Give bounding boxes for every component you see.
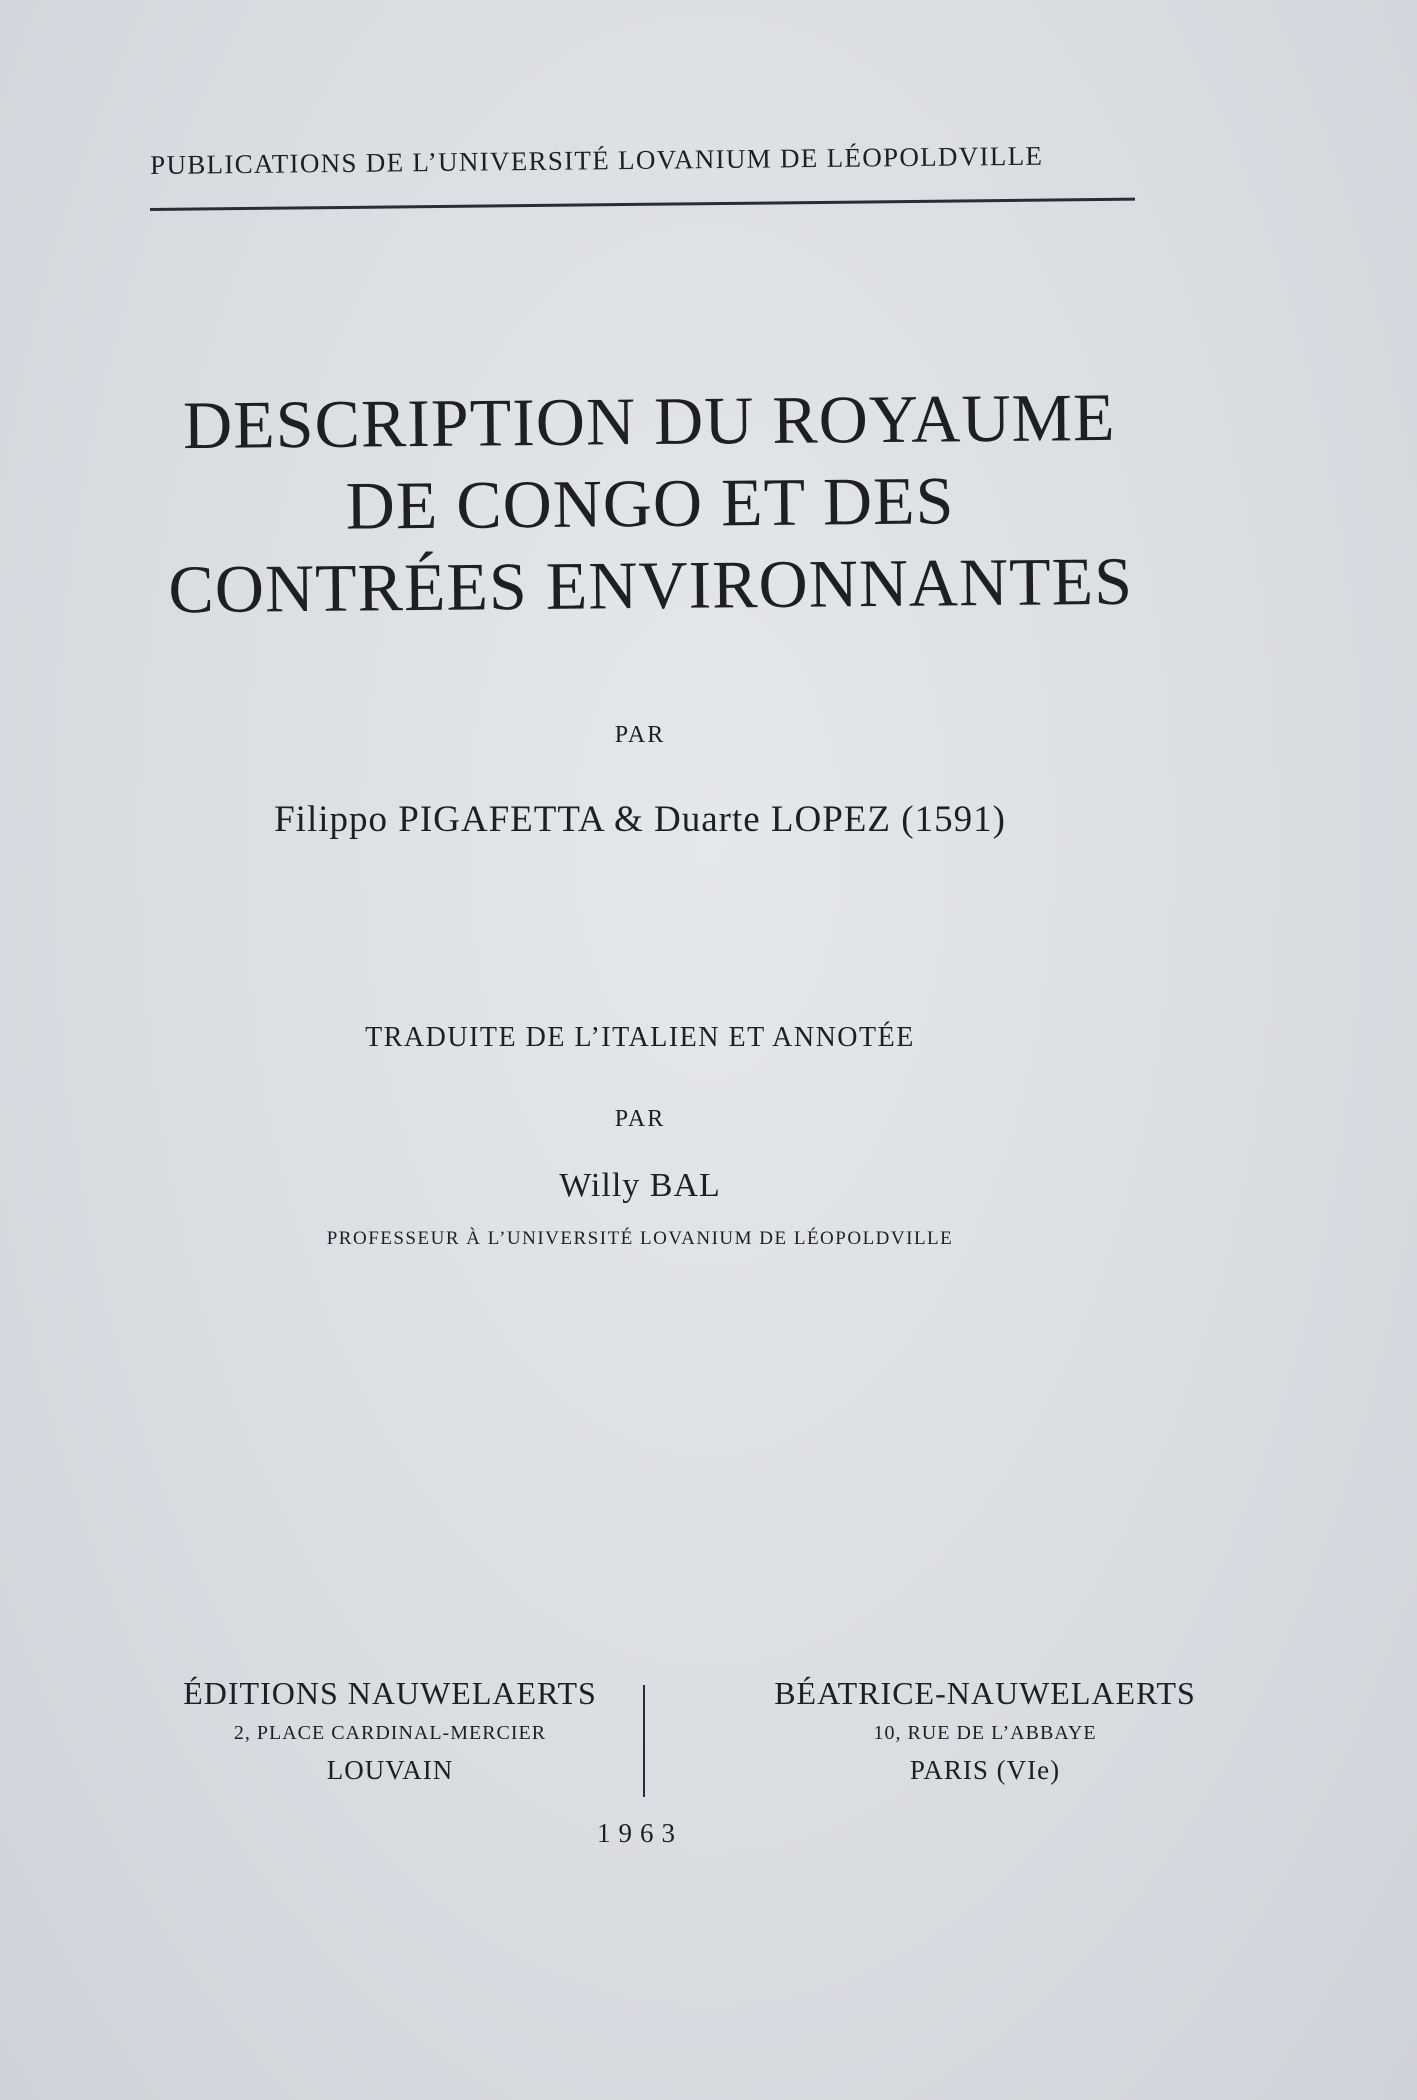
publisher-street: 2, PLACE CARDINAL-MERCIER (233, 1722, 547, 1744)
publisher-paris (735, 1675, 1235, 1786)
publisher-city: PARIS (VIe) (909, 1755, 1061, 1785)
translator-affiliation: PROFESSEUR À L’UNIVERSITÉ LOVANIUM DE LÉOPOLDVILLE (326, 1228, 954, 1249)
publisher-name: BÉATRICE-NAUWELAERTS (774, 1675, 1196, 1711)
title-line-3: CONTRÉES ENVIRONNANTES (168, 542, 1134, 628)
publisher-divider (643, 1685, 645, 1797)
publisher-louvain (140, 1675, 640, 1786)
publication-year: 1963 (597, 1818, 683, 1848)
publisher-street: 10, RUE DE L’ABBAYE (873, 1722, 1097, 1744)
by-label-translator: PAR (614, 1106, 666, 1132)
title-line-2: DE CONGO ET DES (345, 462, 955, 544)
series-rule (150, 198, 1135, 211)
series-heading: PUBLICATIONS DE L’UNIVERSITÉ LOVANIUM DE LÉOPOLDVILLE (150, 140, 1044, 180)
publisher-city: LOUVAIN (326, 1755, 454, 1785)
translation-note: TRADUITE DE L’ITALIEN ET ANNOTÉE (365, 1022, 915, 1053)
publisher-name: ÉDITIONS NAUWELAERTS (183, 1675, 597, 1711)
authors: Filippo PIGAFETTA & Duarte LOPEZ (1591) (274, 799, 1006, 840)
by-label: PAR (614, 722, 666, 748)
title-line-1: DESCRIPTION DU ROYAUME (182, 378, 1116, 464)
translator-name: Willy BAL (559, 1167, 721, 1204)
book-title (99, 375, 1201, 631)
